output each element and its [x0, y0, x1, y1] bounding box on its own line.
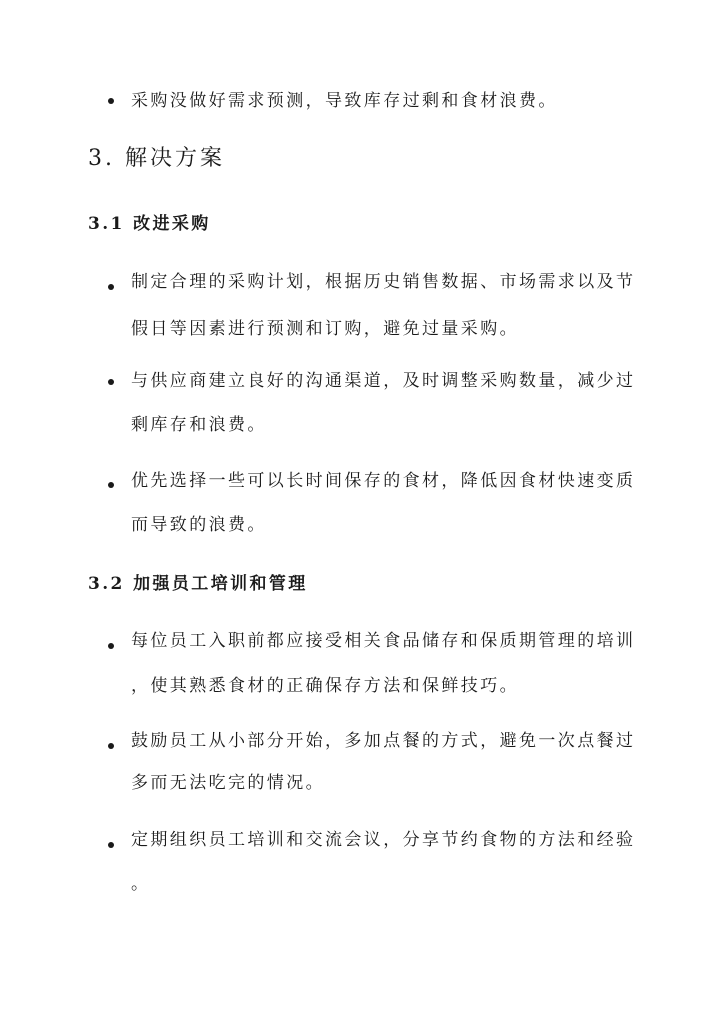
bullet-text-line: 鼓励员工从小部分开始，多加点餐的方式，避免一次点餐过 — [131, 731, 636, 751]
bullet-text-line: 采购没做好需求预测，导致库存过剩和食材浪费。 — [131, 91, 558, 111]
bullet-dot — [108, 284, 114, 290]
subsection-heading: 3.2 加强员工培训和管理 — [88, 574, 308, 594]
bullet-dot — [108, 379, 114, 385]
bullet-dot — [108, 643, 114, 649]
bullet-text-line: 。 — [131, 874, 151, 894]
section-heading: 3. 解决方案 — [88, 146, 225, 171]
bullet-dot — [108, 482, 114, 488]
bullet-text-line: 优先选择一些可以长时间保存的食材，降低因食材快速变质 — [131, 471, 636, 491]
bullet-dot — [108, 743, 114, 749]
bullet-text-line: 剩库存和浪费。 — [131, 415, 267, 435]
bullet-text-line: 每位员工入职前都应接受相关食品储存和保质期管理的培训 — [131, 631, 636, 651]
bullet-text-line: ，使其熟悉食材的正确保存方法和保鲜技巧。 — [131, 676, 519, 696]
bullet-text-line: 多而无法吃完的情况。 — [131, 773, 325, 793]
bullet-text-line: 制定合理的采购计划，根据历史销售数据、市场需求以及节 — [131, 272, 636, 292]
bullet-dot — [108, 98, 114, 104]
bullet-text-line: 而导致的浪费。 — [131, 515, 267, 535]
bullet-text-line: 定期组织员工培训和交流会议，分享节约食物的方法和经验 — [131, 830, 636, 850]
bullet-text-line: 假日等因素进行预测和订购，避免过量采购。 — [131, 319, 519, 339]
bullet-text-line: 与供应商建立良好的沟通渠道，及时调整采购数量，减少过 — [131, 371, 636, 391]
bullet-dot — [108, 842, 114, 848]
subsection-heading: 3.1 改进采购 — [88, 214, 211, 234]
